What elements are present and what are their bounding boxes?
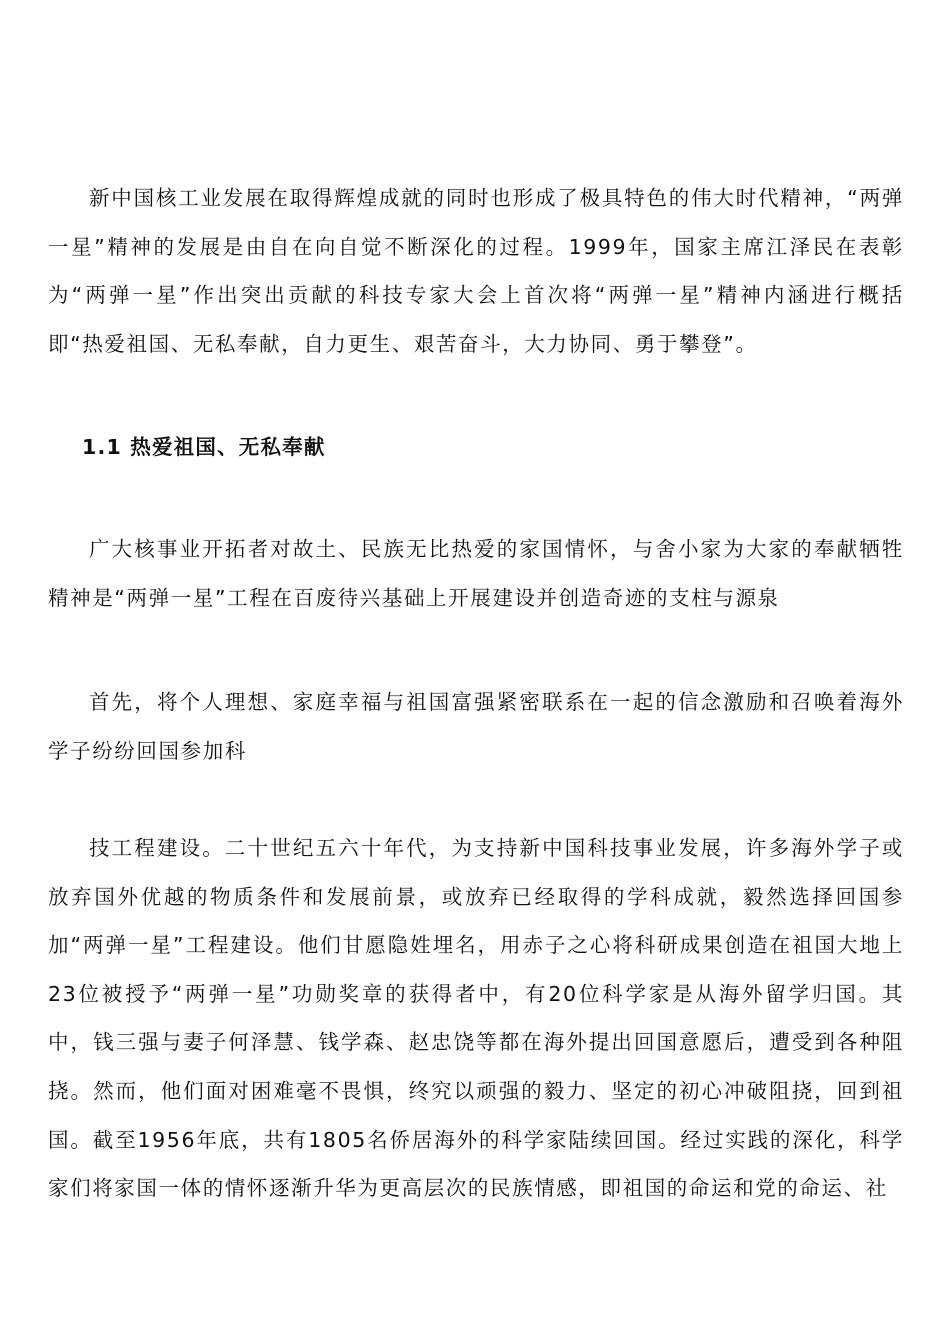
paragraph-patriotism: 广大核事业开拓者对故土、民族无比热爱的家国情怀，与舍小家为大家的奉献牺牲精神是“两弹一星”工程在百废待兴基础上开展建设并创造奇迹的支柱与源泉 [48, 537, 904, 610]
paragraph-intro: 新中国核工业发展在取得辉煌成就的同时也形成了极具特色的伟大时代精神，“两弹一星”精神的发展是由自在向自觉不断深化的过程。1999年，国家主席江泽民在表彰为“两弹一星”作出突出贡献的科技专家大会上首次将“两弹一星”精神内涵进行概括即“热爱祖国、无私奉献，自力更生、艰苦奋斗，大力协同、勇于攀登”。 [48, 186, 904, 356]
paragraph-first: 首先，将个人理想、家庭幸福与祖国富强紧密联系在一起的信念激励和召唤着海外学子纷纷回国参加科 [48, 690, 904, 763]
section-heading: 1.1 热爱祖国、无私奉献 [82, 435, 326, 459]
paragraph-scientists: 技工程建设。二十世纪五六十年代，为支持新中国科技事业发展，许多海外学子或放弃国外优越的物质条件和发展前景，或放弃已经取得的学科成就，毅然选择回国参加“两弹一星”工程建设。他们甘愿隐姓埋名，用赤子之心将科研成果创造在祖国大地上23位被授予“两弹一星”功勋奖章的获得者中，有20位科学家是从海外留学归国。其中，钱三强与妻子何泽慧、钱学森、赵忠饶等都在海外提出回国意愿后，遭受到各种阻挠。然而，他们面对困难毫不畏惧，终究以顽强的毅力、坚定的初心冲破阻挠，回到祖国。截至1956年底，共有1805名侨居海外的科学家陆续回国。经过实践的深化，科学家们将家国一体的情怀逐渐升华为更高层次的民族情感，即祖国的命运和党的命运、社 [48, 836, 904, 1201]
